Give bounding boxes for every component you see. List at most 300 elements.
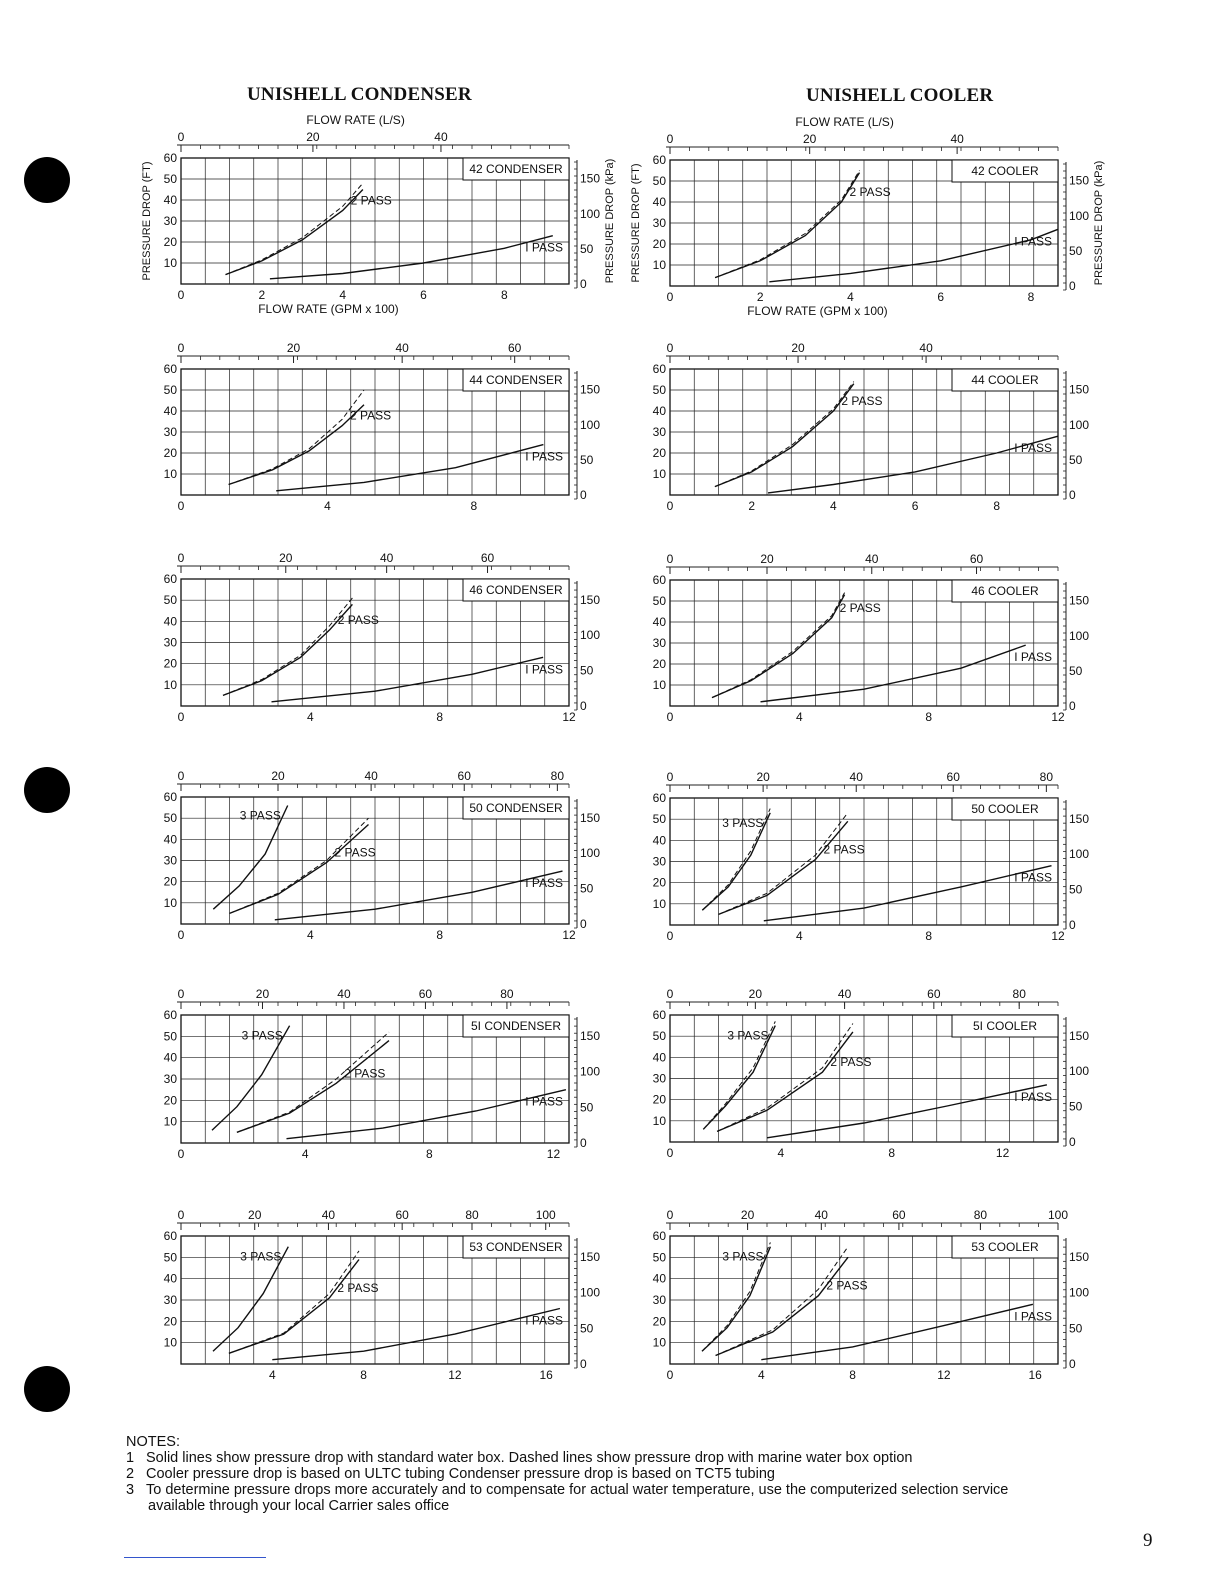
top-tick-label: 0 bbox=[177, 987, 185, 1001]
chart-46-cooler bbox=[653, 552, 1090, 724]
series-label: I PASS bbox=[1014, 1089, 1052, 1104]
y-tick-label: 20 bbox=[652, 875, 666, 890]
y-tick-label: 10 bbox=[652, 258, 666, 272]
series-2-pass-dashed-line bbox=[226, 183, 363, 274]
y-tick-label: 50 bbox=[163, 172, 177, 186]
series-label: 2 PASS bbox=[337, 1280, 379, 1295]
series-2-pass-dashed-line bbox=[229, 1251, 359, 1353]
y-tick-label: 50 bbox=[163, 593, 177, 608]
chart-46-condenser bbox=[164, 551, 601, 724]
top-tick-label: 40 bbox=[849, 770, 863, 784]
right-tick-label: 50 bbox=[1069, 882, 1083, 897]
top-tick-label: 60 bbox=[892, 1208, 906, 1222]
y-tick-label: 50 bbox=[652, 1250, 666, 1265]
y-tick-label: 10 bbox=[163, 1335, 177, 1350]
top-tick-label: 40 bbox=[321, 1208, 336, 1222]
top-tick-label: 40 bbox=[814, 1208, 828, 1222]
series-2-pass-line bbox=[230, 825, 369, 914]
note-3-continuation: available through your local Carrier sales office bbox=[148, 1498, 450, 1514]
top-tick-label: 80 bbox=[1012, 987, 1026, 1001]
right-tick-label: 0 bbox=[1069, 918, 1076, 932]
x-tick-label: 8 bbox=[1027, 290, 1035, 304]
right-tick-label: 150 bbox=[1069, 1249, 1090, 1264]
y-tick-label: 20 bbox=[652, 446, 666, 460]
right-tick-label: 150 bbox=[580, 171, 601, 186]
right-tick-label: 50 bbox=[1069, 663, 1083, 678]
y-tick-label: 30 bbox=[163, 635, 177, 650]
y-tick-label: 50 bbox=[652, 1029, 666, 1044]
top-tick-label: 40 bbox=[337, 987, 351, 1001]
top-tick-label: 20 bbox=[286, 341, 301, 355]
top-tick-label: 20 bbox=[803, 132, 817, 146]
y-tick-label: 50 bbox=[652, 594, 666, 608]
top-tick-label: 20 bbox=[255, 987, 270, 1001]
right-tick-label: 0 bbox=[1069, 1357, 1076, 1371]
top-tick-label: 20 bbox=[760, 552, 774, 566]
y-tick-label: 40 bbox=[163, 404, 177, 418]
top-tick-label: 60 bbox=[927, 987, 941, 1001]
y-tick-label: 40 bbox=[652, 833, 666, 848]
y-tick-label: 50 bbox=[652, 174, 666, 188]
series-label: 2 PASS bbox=[839, 600, 881, 615]
right-tick-label: 100 bbox=[580, 1285, 601, 1300]
x-tick-label: 8 bbox=[436, 710, 444, 724]
x-axis-title: FLOW RATE (GPM x 100) bbox=[258, 302, 399, 316]
x-tick-label: 8 bbox=[470, 499, 478, 513]
series-label: 2 PASS bbox=[350, 193, 392, 208]
series-2-pass-line bbox=[226, 190, 363, 275]
top-tick-label: 80 bbox=[550, 769, 565, 783]
y-tick-label: 30 bbox=[163, 214, 177, 228]
right-tick-label: 0 bbox=[1069, 1135, 1076, 1149]
right-tick-label: 150 bbox=[1069, 382, 1090, 397]
top-tick-label: 20 bbox=[271, 769, 285, 783]
series-label: I PASS bbox=[1014, 650, 1052, 665]
y-tick-label: 30 bbox=[652, 636, 666, 650]
series-label: I PASS bbox=[1014, 870, 1052, 885]
top-tick-label: 40 bbox=[379, 551, 394, 565]
y-tick-label: 40 bbox=[163, 614, 177, 629]
series-2-pass-dashed-line bbox=[237, 1032, 389, 1132]
series-2-pass-line bbox=[712, 595, 845, 698]
y-tick-label: 40 bbox=[652, 1050, 666, 1065]
x-tick-label: 0 bbox=[666, 290, 674, 304]
x-tick-label: 4 bbox=[847, 290, 854, 304]
x-tick-label: 2 bbox=[258, 288, 266, 302]
chart-label: 53 COOLER bbox=[971, 1240, 1039, 1254]
right-tick-label: 150 bbox=[1069, 593, 1090, 608]
x-tick-label: 16 bbox=[1028, 1368, 1042, 1382]
top-tick-label: 40 bbox=[919, 341, 933, 355]
top-tick-label: 40 bbox=[950, 132, 964, 146]
x-tick-label: 0 bbox=[177, 288, 185, 302]
right-tick-label: 0 bbox=[1069, 699, 1076, 713]
series-i-pass-line bbox=[764, 866, 1052, 921]
right-tick-label: 50 bbox=[1069, 1321, 1083, 1336]
right-tick-label: 0 bbox=[580, 917, 587, 931]
series-label: I PASS bbox=[1014, 441, 1052, 456]
y-tick-label: 30 bbox=[163, 853, 177, 868]
y-tick-label: 20 bbox=[163, 1314, 177, 1329]
top-tick-label: 80 bbox=[500, 987, 514, 1001]
y-tick-label: 60 bbox=[652, 791, 666, 805]
chart-51-condenser bbox=[164, 987, 601, 1161]
right-tick-label: 150 bbox=[580, 1249, 601, 1264]
chart-50-cooler bbox=[653, 770, 1090, 943]
y-tick-label: 30 bbox=[652, 216, 666, 230]
top-tick-label: 0 bbox=[177, 551, 185, 565]
y-tick-label: 50 bbox=[652, 383, 666, 397]
series-2-pass-dashed-line bbox=[715, 382, 854, 487]
series-i-pass-line bbox=[761, 645, 1026, 702]
series-label: 2 PASS bbox=[337, 612, 379, 627]
top-tick-label: 60 bbox=[969, 552, 984, 566]
right-tick-label: 100 bbox=[580, 846, 601, 861]
x-tick-label: 0 bbox=[177, 928, 185, 942]
chart-label: 42 COOLER bbox=[971, 164, 1039, 178]
series-i-pass-line bbox=[272, 1309, 560, 1360]
x-tick-label: 0 bbox=[177, 710, 185, 724]
top-tick-label: 80 bbox=[465, 1208, 479, 1222]
y-tick-label: 30 bbox=[163, 425, 177, 439]
y-tick-label: 60 bbox=[163, 790, 177, 804]
y-tick-label: 10 bbox=[163, 1114, 177, 1129]
x-tick-label: 12 bbox=[546, 1147, 561, 1161]
right-tick-label: 150 bbox=[1069, 173, 1090, 188]
top-tick-label: 20 bbox=[279, 551, 293, 565]
series-i-pass-line bbox=[275, 871, 563, 920]
top-tick-label: 0 bbox=[666, 132, 674, 146]
top-tick-label: 0 bbox=[177, 130, 185, 144]
x-tick-label: 8 bbox=[360, 1368, 367, 1382]
series-label: I PASS bbox=[525, 662, 563, 677]
right-tick-label: 50 bbox=[580, 881, 594, 896]
series-label: I PASS bbox=[525, 1094, 563, 1109]
series-2-pass-line bbox=[223, 604, 352, 695]
y-tick-label: 10 bbox=[652, 1335, 666, 1350]
series-label: 2 PASS bbox=[823, 842, 865, 857]
x-tick-label: 8 bbox=[925, 929, 933, 943]
top-tick-label: 20 bbox=[791, 341, 805, 355]
chart-label: 53 CONDENSER bbox=[469, 1240, 563, 1254]
y-tick-label: 10 bbox=[652, 896, 666, 911]
y-tick-label: 30 bbox=[652, 425, 666, 439]
right-tick-label: 0 bbox=[1069, 279, 1076, 293]
y-tick-label: 50 bbox=[163, 1250, 177, 1265]
x-tick-label: 4 bbox=[795, 710, 803, 724]
top-tick-label: 60 bbox=[480, 551, 495, 565]
x-tick-label: 12 bbox=[562, 928, 576, 942]
y-tick-label: 40 bbox=[652, 404, 666, 418]
y-tick-label: 60 bbox=[652, 362, 666, 376]
y-axis-title: PRESSURE DROP (FT) bbox=[141, 161, 153, 281]
y-tick-label: 30 bbox=[652, 1293, 666, 1307]
right-tick-label: 150 bbox=[580, 810, 601, 825]
right-tick-label: 50 bbox=[580, 452, 594, 467]
y-tick-label: 40 bbox=[652, 1271, 666, 1286]
y-tick-label: 40 bbox=[163, 1271, 177, 1286]
series-2-pass-line bbox=[237, 1041, 389, 1133]
right-tick-label: 0 bbox=[580, 699, 587, 713]
cooler-title: UNISHELL COOLER bbox=[806, 85, 994, 106]
right-tick-label: 150 bbox=[1069, 1028, 1090, 1043]
y-tick-label: 30 bbox=[163, 1293, 177, 1307]
y-tick-label: 60 bbox=[163, 1229, 177, 1243]
right-tick-label: 100 bbox=[1069, 628, 1090, 643]
chart-42-cooler bbox=[630, 115, 1105, 318]
y-tick-label: 10 bbox=[163, 467, 177, 481]
right-tick-label: 150 bbox=[580, 382, 601, 397]
top-tick-label: 40 bbox=[364, 769, 378, 783]
right-tick-label: 50 bbox=[580, 241, 594, 256]
y-tick-label: 10 bbox=[652, 467, 666, 481]
x-tick-label: 8 bbox=[993, 499, 1001, 513]
top-tick-label: 80 bbox=[973, 1208, 988, 1222]
y-tick-label: 10 bbox=[163, 677, 177, 692]
y-tick-label: 50 bbox=[163, 811, 177, 826]
x-tick-label: 0 bbox=[666, 710, 674, 724]
y-tick-label: 50 bbox=[652, 812, 666, 827]
series-label: 2 PASS bbox=[849, 185, 891, 199]
x-tick-label: 8 bbox=[849, 1368, 856, 1382]
chart-label: 46 CONDENSER bbox=[469, 583, 563, 597]
y-tick-label: 60 bbox=[163, 362, 177, 376]
series-2-pass-line bbox=[715, 384, 854, 487]
x-tick-label: 8 bbox=[436, 928, 444, 942]
x-tick-label: 6 bbox=[420, 288, 427, 302]
y-tick-label: 20 bbox=[652, 1314, 666, 1329]
x-tick-label: 4 bbox=[301, 1147, 309, 1161]
series-i-pass-line bbox=[767, 1085, 1047, 1138]
right-axis-title: PRESSURE DROP (kPa) bbox=[1093, 160, 1105, 286]
right-tick-label: 0 bbox=[580, 488, 587, 502]
condenser-title: UNISHELL CONDENSER bbox=[247, 84, 472, 105]
x-tick-label: 2 bbox=[756, 290, 764, 304]
right-tick-label: 100 bbox=[1069, 1064, 1090, 1079]
x-tick-label: 4 bbox=[777, 1146, 785, 1160]
x-tick-label: 12 bbox=[562, 710, 576, 724]
y-tick-label: 40 bbox=[163, 1050, 177, 1065]
y-tick-label: 60 bbox=[652, 573, 666, 587]
top-tick-label: 80 bbox=[1039, 770, 1054, 784]
chart-label: 5I COOLER bbox=[972, 1019, 1038, 1033]
series-label: 3 PASS bbox=[727, 1028, 769, 1043]
right-tick-label: 100 bbox=[580, 1064, 601, 1079]
x-tick-label: 0 bbox=[666, 929, 674, 943]
note-1: 1 Solid lines show pressure drop with standard water box. Dashed lines show pressure drop with marine water box option bbox=[126, 1450, 913, 1466]
chart-44-condenser bbox=[164, 341, 601, 513]
right-tick-label: 150 bbox=[580, 1028, 601, 1043]
y-tick-label: 20 bbox=[652, 237, 666, 251]
series-2-pass-line bbox=[716, 1257, 848, 1355]
y-tick-label: 60 bbox=[652, 153, 666, 167]
series-label: 3 PASS bbox=[240, 1249, 282, 1264]
notes-heading: NOTES: bbox=[126, 1434, 180, 1450]
top-axis-title: FLOW RATE (L/S) bbox=[306, 113, 405, 127]
series-2-pass-line bbox=[229, 1260, 359, 1354]
y-tick-label: 60 bbox=[163, 151, 177, 165]
right-tick-label: 50 bbox=[580, 1100, 594, 1115]
x-tick-label: 4 bbox=[830, 499, 837, 513]
x-tick-label: 8 bbox=[425, 1147, 433, 1161]
x-axis-title: FLOW RATE (GPM x 100) bbox=[747, 304, 888, 318]
y-tick-label: 60 bbox=[163, 572, 177, 586]
series-label: I PASS bbox=[525, 1313, 563, 1328]
x-tick-label: 4 bbox=[339, 288, 347, 302]
y-tick-label: 20 bbox=[163, 235, 177, 249]
y-tick-label: 10 bbox=[652, 1113, 666, 1128]
top-tick-label: 0 bbox=[666, 770, 674, 784]
x-tick-label: 12 bbox=[448, 1368, 462, 1382]
series-2-pass-dashed-line bbox=[230, 818, 369, 913]
right-tick-label: 50 bbox=[1069, 243, 1083, 258]
x-tick-label: 4 bbox=[324, 499, 331, 513]
x-tick-label: 12 bbox=[1051, 929, 1065, 943]
right-tick-label: 100 bbox=[580, 417, 601, 432]
top-tick-label: 0 bbox=[177, 341, 185, 355]
x-tick-label: 4 bbox=[757, 1368, 765, 1382]
x-tick-label: 4 bbox=[306, 928, 314, 942]
x-tick-label: 8 bbox=[888, 1146, 896, 1160]
series-label: 2 PASS bbox=[826, 1278, 868, 1293]
y-tick-label: 50 bbox=[163, 383, 177, 397]
right-tick-label: 100 bbox=[1069, 1285, 1090, 1300]
y-tick-label: 60 bbox=[652, 1229, 666, 1243]
series-2-pass-line bbox=[717, 1032, 853, 1132]
x-tick-label: 0 bbox=[666, 499, 674, 513]
x-tick-label: 0 bbox=[177, 499, 185, 513]
y-tick-label: 50 bbox=[163, 1029, 177, 1044]
x-tick-label: 12 bbox=[995, 1146, 1010, 1160]
series-label: 2 PASS bbox=[334, 845, 376, 860]
series-2-pass-line bbox=[715, 173, 859, 278]
x-tick-label: 0 bbox=[666, 1368, 674, 1382]
chart-44-cooler bbox=[653, 341, 1090, 513]
y-tick-label: 20 bbox=[163, 1093, 177, 1108]
x-tick-label: 12 bbox=[1051, 710, 1065, 724]
chart-42-condenser bbox=[141, 113, 616, 316]
chart-label: 44 COOLER bbox=[971, 373, 1039, 387]
top-tick-label: 40 bbox=[395, 341, 409, 355]
top-tick-label: 20 bbox=[248, 1208, 262, 1222]
top-tick-label: 0 bbox=[666, 987, 674, 1001]
x-tick-label: 4 bbox=[306, 710, 314, 724]
footer-rule bbox=[124, 1557, 266, 1558]
right-tick-label: 50 bbox=[1069, 452, 1083, 467]
x-tick-label: 16 bbox=[539, 1368, 553, 1382]
chart-label: 42 CONDENSER bbox=[469, 162, 563, 176]
y-tick-label: 40 bbox=[163, 832, 177, 847]
note-3: 3 To determine pressure drops more accurately and to compensate for actual water temperature, use the computerized selection service bbox=[126, 1482, 1009, 1498]
y-tick-label: 30 bbox=[652, 1071, 666, 1086]
top-tick-label: 0 bbox=[666, 1208, 674, 1222]
right-tick-label: 0 bbox=[580, 277, 587, 291]
top-tick-label: 100 bbox=[535, 1208, 556, 1222]
y-tick-label: 40 bbox=[163, 193, 177, 207]
y-tick-label: 20 bbox=[163, 656, 177, 671]
chart-label: 50 COOLER bbox=[971, 802, 1039, 816]
top-tick-label: 0 bbox=[177, 1208, 185, 1222]
x-tick-label: 4 bbox=[268, 1368, 276, 1382]
notes-section bbox=[126, 1434, 1186, 1514]
series-label: 3 PASS bbox=[241, 1028, 283, 1043]
chart-51-cooler bbox=[653, 987, 1090, 1160]
right-tick-label: 0 bbox=[1069, 488, 1076, 502]
right-tick-label: 100 bbox=[1069, 208, 1090, 223]
series-label: 2 PASS bbox=[841, 394, 883, 408]
y-tick-label: 20 bbox=[652, 1092, 666, 1107]
series-i-pass-line bbox=[276, 445, 543, 491]
right-tick-label: 50 bbox=[580, 663, 594, 678]
series-label: 3 PASS bbox=[722, 1249, 764, 1264]
x-tick-label: 8 bbox=[500, 288, 508, 302]
series-2-pass-dashed-line bbox=[712, 593, 845, 698]
chart-label: 44 CONDENSER bbox=[469, 373, 563, 387]
note-2: 2 Cooler pressure drop is based on ULTC tubing Condenser pressure drop is based on TCT5 tubing bbox=[126, 1466, 775, 1482]
series-2-pass-line bbox=[229, 405, 364, 485]
chart-50-condenser bbox=[164, 769, 601, 942]
chart-53-cooler bbox=[653, 1208, 1090, 1382]
y-tick-label: 40 bbox=[652, 615, 666, 629]
series-label: 2 PASS bbox=[344, 1066, 386, 1081]
series-label: I PASS bbox=[1014, 1309, 1052, 1324]
series-label: 2 PASS bbox=[350, 408, 392, 423]
y-tick-label: 30 bbox=[163, 1072, 177, 1086]
x-tick-label: 6 bbox=[937, 290, 945, 304]
top-tick-label: 60 bbox=[395, 1208, 409, 1222]
chart-label: 5I CONDENSER bbox=[470, 1019, 562, 1033]
right-tick-label: 0 bbox=[580, 1136, 587, 1150]
chart-label: 46 COOLER bbox=[971, 584, 1039, 598]
series-label: 2 PASS bbox=[830, 1055, 872, 1070]
top-tick-label: 0 bbox=[666, 552, 674, 566]
right-tick-label: 100 bbox=[1069, 417, 1090, 432]
series-label: I PASS bbox=[525, 876, 563, 891]
x-tick-label: 0 bbox=[177, 1147, 185, 1161]
top-tick-label: 40 bbox=[837, 987, 852, 1001]
right-tick-label: 50 bbox=[1069, 1099, 1083, 1114]
series-label: I PASS bbox=[525, 240, 563, 255]
y-tick-label: 20 bbox=[163, 446, 177, 460]
right-tick-label: 150 bbox=[1069, 811, 1090, 826]
series-i-pass-line bbox=[761, 1304, 1033, 1359]
top-tick-label: 60 bbox=[457, 769, 471, 783]
top-tick-label: 20 bbox=[756, 770, 770, 784]
top-tick-label: 20 bbox=[748, 987, 763, 1001]
x-tick-label: 8 bbox=[925, 710, 933, 724]
top-tick-label: 20 bbox=[740, 1208, 755, 1222]
series-2-pass-dashed-line bbox=[715, 171, 859, 278]
chart-53-condenser bbox=[164, 1208, 601, 1382]
right-axis-title: PRESSURE DROP (kPa) bbox=[604, 158, 616, 284]
x-tick-label: 4 bbox=[795, 929, 803, 943]
chart-label: 50 CONDENSER bbox=[469, 801, 563, 815]
y-tick-label: 40 bbox=[652, 195, 666, 209]
y-tick-label: 60 bbox=[163, 1008, 177, 1022]
y-tick-label: 20 bbox=[163, 874, 177, 889]
right-tick-label: 100 bbox=[580, 628, 601, 643]
top-tick-label: 40 bbox=[865, 552, 879, 566]
x-tick-label: 6 bbox=[911, 499, 919, 513]
series-2-pass-dashed-line bbox=[223, 598, 352, 695]
top-tick-label: 60 bbox=[418, 987, 433, 1001]
y-tick-label: 10 bbox=[163, 895, 177, 910]
series-2-pass-line bbox=[719, 821, 848, 914]
y-tick-label: 30 bbox=[652, 854, 666, 869]
top-tick-label: 100 bbox=[1047, 1208, 1069, 1222]
right-tick-label: 150 bbox=[580, 592, 601, 607]
series-i-pass-line bbox=[287, 1090, 566, 1139]
